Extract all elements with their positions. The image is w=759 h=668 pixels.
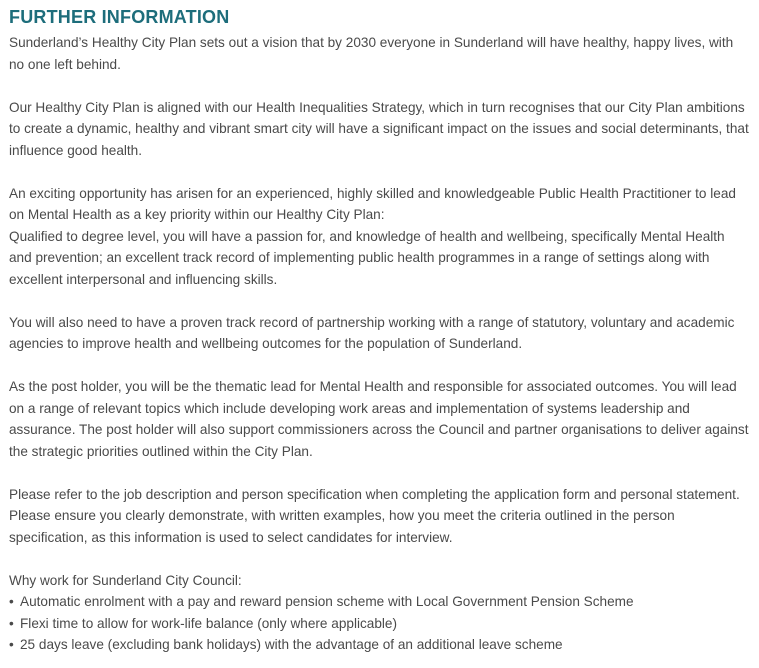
qualifications-text: Qualified to degree level, you will have a passion for, and knowledge of health and wellbeing, specifically Mental Health and prevention; an excellent track record of implementing public health programmes in a range of settings along with excellent interpersonal and influencing skills. xyxy=(9,228,725,287)
benefit-text: 25 days leave (excluding bank holidays) with the advantage of an additional leave scheme xyxy=(20,637,563,652)
bullet-icon: • xyxy=(9,594,14,609)
list-item xyxy=(9,613,751,635)
partnership-paragraph: You will also need to have a proven track record of partnership working with a range of statutory, voluntary and academic agencies to improve health and wellbeing outcomes for the population of Sunderland. xyxy=(9,314,735,351)
benefits-list xyxy=(9,591,751,656)
why-work-title: Why work for Sunderland City Council: xyxy=(9,572,242,588)
opportunity-paragraph xyxy=(9,183,751,291)
benefit-text: Automatic enrolment with a pay and reward pension scheme with Local Government Pension Scheme xyxy=(20,594,634,609)
list-item xyxy=(9,591,751,613)
health-inequalities-paragraph: Our Healthy City Plan is aligned with our Health Inequalities Strategy, which in turn recognises that our City Plan ambitions to create a dynamic, healthy and vibrant smart city will have a significant impact on the issues and social determinants, that influence good health. xyxy=(9,99,749,158)
bullet-icon: • xyxy=(9,615,14,631)
bullet-icon: • xyxy=(9,637,14,652)
healthy-city-vision-paragraph: Sunderland’s Healthy City Plan sets out a vision that by 2030 everyone in Sunderland will have healthy, happy lives, with no one left behind. xyxy=(9,35,734,72)
section-heading: FURTHER INFORMATION xyxy=(9,7,230,27)
opportunity-intro-text: An exciting opportunity has arisen for an experienced, highly skilled and knowledgeable Public Health Practitioner to lead on Mental Health as a key priority within our Healthy City Plan: xyxy=(9,185,736,222)
application-guidance-paragraph: Please refer to the job description and person specification when completing the application form and personal statement. Please ensure you clearly demonstrate, with written examples, how you meet the criteria outlined in the person specification, as this information is used to select candidates for interview. xyxy=(9,486,740,545)
list-item xyxy=(9,634,751,656)
post-holder-paragraph: As the post holder, you will be the thematic lead for Mental Health and responsible for associated outcomes. You will lead on a range of relevant topics which include developing work areas and implementation of systems leadership and assurance. The post holder will also support commissioners across the Council and partner organisations to deliver against the strategic priorities outlined within the City Plan. xyxy=(9,379,749,459)
why-work-block xyxy=(9,570,751,656)
benefit-text: Flexi time to allow for work-life balance (only where applicable) xyxy=(20,615,398,631)
